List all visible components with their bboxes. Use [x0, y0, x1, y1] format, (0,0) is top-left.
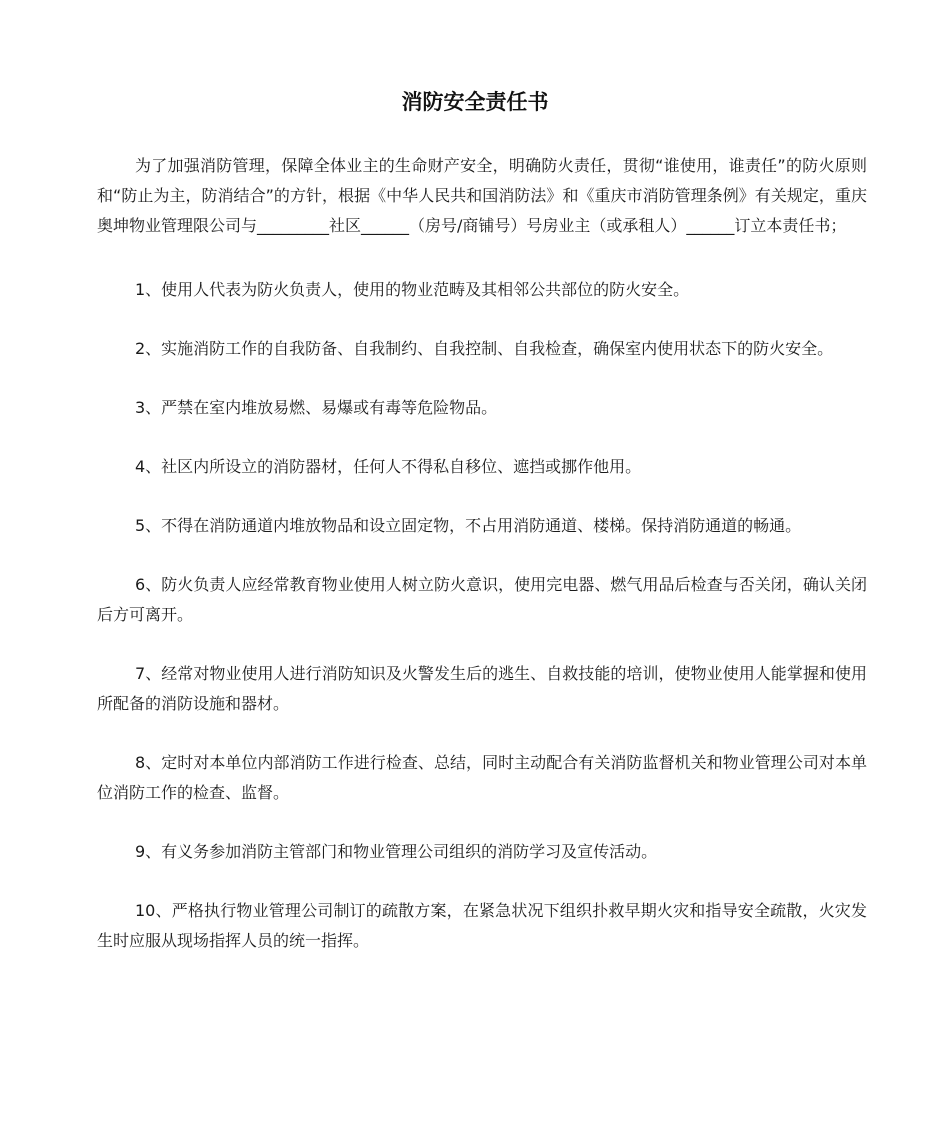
- document-body: [97, 151, 867, 985]
- clause-1: 1、使用人代表为防火负责人，使用的物业范畴及其相邻公共部位的防火安全。: [135, 280, 690, 299]
- intro-paragraph: 为了加强消防管理，保障全体业主的生命财产安全，明确防火责任，贯彻“谁使用，谁责任”的防火原则和“防止为主，防消结合”的方针，根据《中华人民共和国消防法》和《重庆市消防管理条例》有关规定，重庆奥坤物业管理限公司与_________社区______（房号/商铺号）号房业主（或承租人）______订立本责任书；: [97, 156, 867, 235]
- clause-4: 4、社区内所设立的消防器材，任何人不得私自移位、遮挡或挪作他用。: [135, 457, 642, 476]
- clause-8: 8、定时对本单位内部消防工作进行检查、总结，同时主动配合有关消防监督机关和物业管理公司对本单位消防工作的检查、监督。: [97, 753, 867, 802]
- clause-9: 9、有义务参加消防主管部门和物业管理公司组织的消防学习及宣传活动。: [135, 842, 658, 861]
- clause-3: 3、严禁在室内堆放易燃、易爆或有毒等危险物品。: [135, 398, 498, 417]
- clause-6: 6、防火负责人应经常教育物业使用人树立防火意识，使用完电器、燃气用品后检查与否关闭，确认关闭后方可离开。: [97, 575, 867, 624]
- clause-7: 7、经常对物业使用人进行消防知识及火警发生后的逃生、自救技能的培训，使物业使用人能掌握和使用所配备的消防设施和器材。: [97, 664, 867, 713]
- clause-5: 5、不得在消防通道内堆放物品和设立固定物，不占用消防通道、楼梯。保持消防通道的畅通。: [135, 516, 802, 535]
- clause-2: 2、实施消防工作的自我防备、自我制约、自我控制、自我检查，确保室内使用状态下的防火安全。: [135, 339, 834, 358]
- document-title: 消防安全责任书: [401, 90, 549, 114]
- clause-10: 10、严格执行物业管理公司制订的疏散方案，在紧急状况下组织扑救早期火灾和指导安全疏散，火灾发生时应服从现场指挥人员的统一指挥。: [97, 901, 867, 950]
